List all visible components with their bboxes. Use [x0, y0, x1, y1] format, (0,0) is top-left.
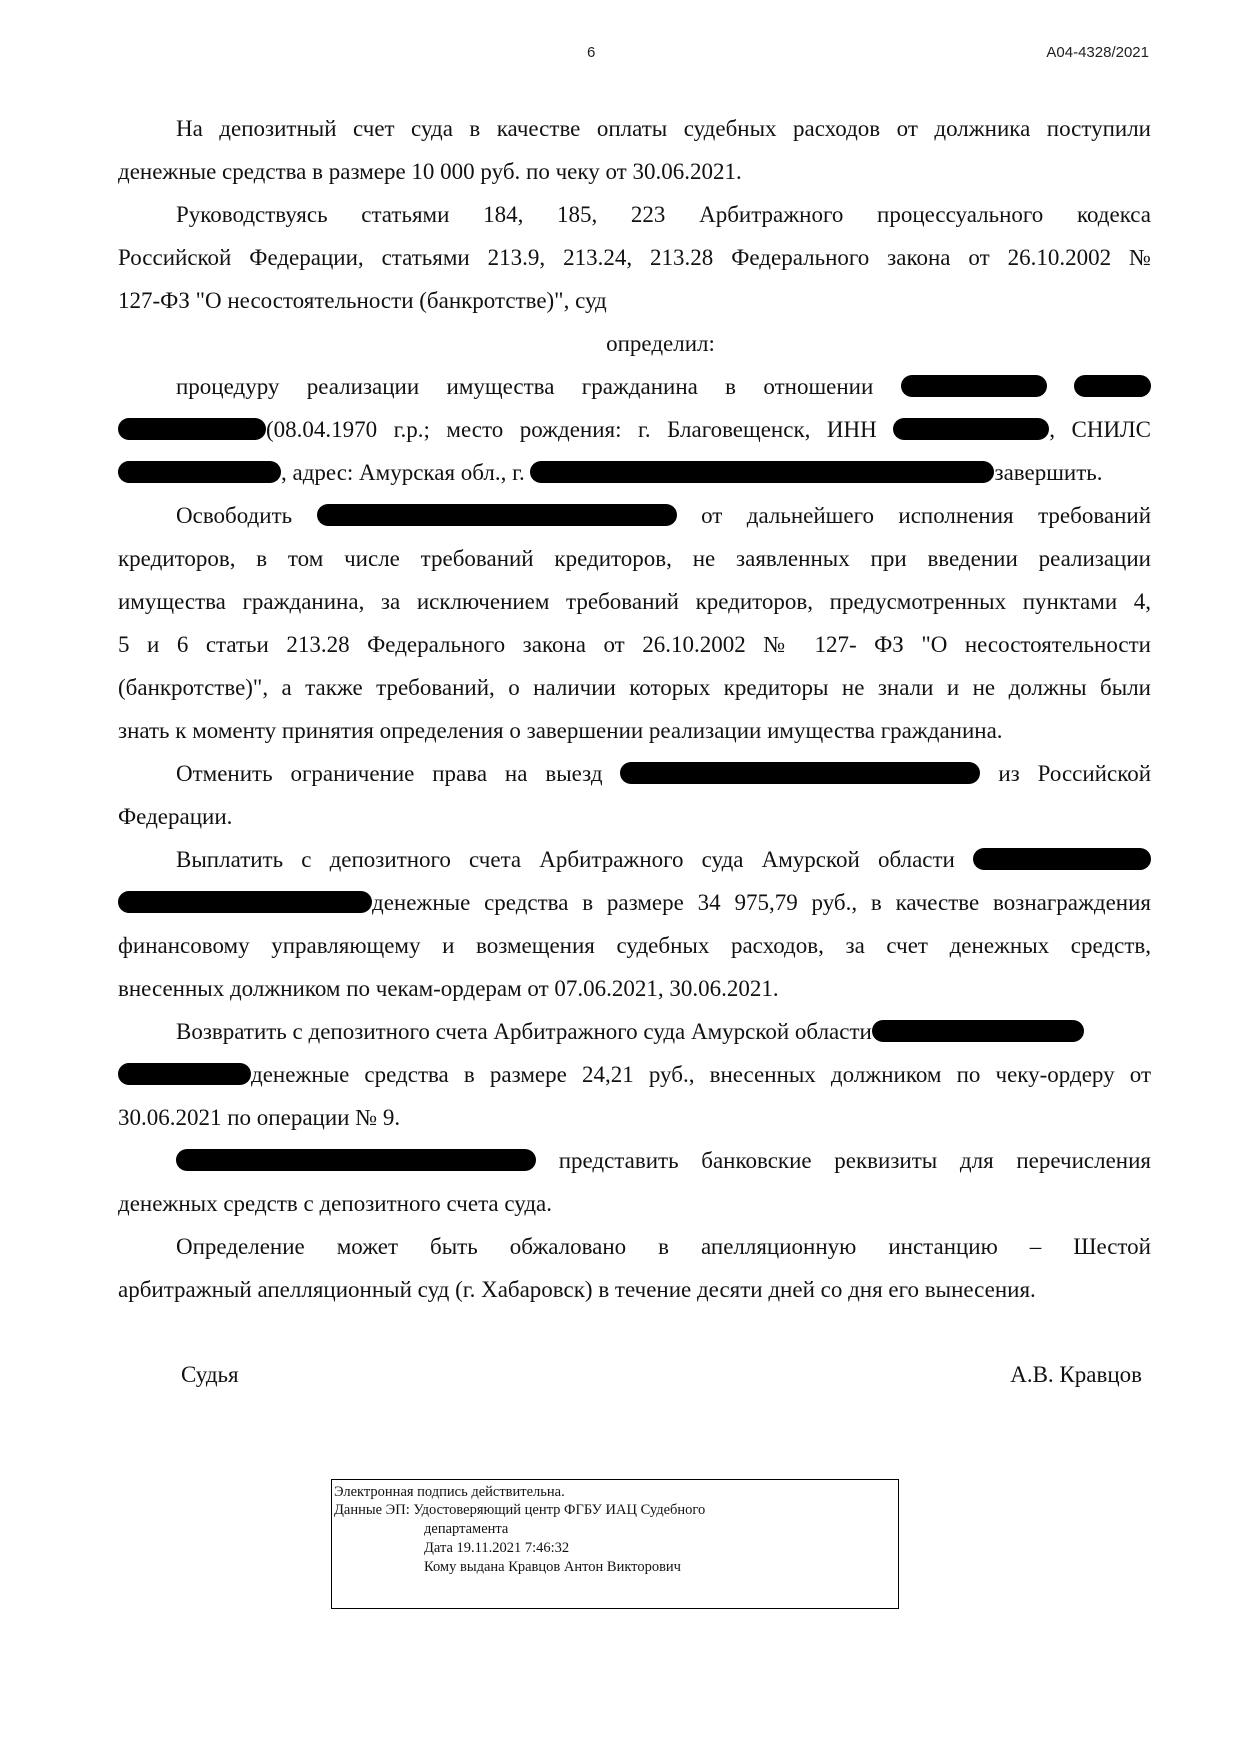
- paragraph-3-text-1: процедуру реализации имущества гражданина в отношении: [176, 374, 874, 399]
- redaction-block: [893, 418, 1049, 440]
- paragraph-4-line-2: кредиторов, в том числе требований кредиторов, не заявленных при введении реализации: [118, 546, 1151, 571]
- paragraph-7-line-1: [176, 1017, 1151, 1047]
- paragraph-2-line-2: Российской Федерации, статьями 213.9, 213.24, 213.28 Федерального закона от 26.10.2002 №: [118, 245, 1151, 270]
- paragraph-8-text-1: представить банковские реквизиты для перечисления: [558, 1148, 1151, 1173]
- redaction-block: [118, 461, 281, 483]
- redaction-block: [620, 762, 980, 784]
- paragraph-6-line-1: [176, 845, 1151, 875]
- paragraph-8-line-2: денежных средств с депозитного счета суда.: [118, 1191, 552, 1216]
- redaction-block: [973, 848, 1151, 870]
- redaction-block: [118, 418, 266, 440]
- e-signature-stamp: [331, 1479, 899, 1609]
- redaction-block: [317, 504, 677, 526]
- stamp-line-1: Электронная подпись действительна.: [334, 1484, 565, 1500]
- paragraph-6-text-1: Выплатить с депозитного счета Арбитражного суда Амурской области: [176, 847, 955, 872]
- redaction-block: [1074, 375, 1151, 397]
- paragraph-4-line-3: имущества гражданина, за исключением требований кредиторов, предусмотренных пунктами 4,: [118, 589, 1151, 614]
- paragraph-4-line-6: знать к моменту принятия определения о завершении реализации имущества гражданина.: [118, 718, 1003, 743]
- redaction-block: [118, 891, 372, 913]
- paragraph-5-line-2: Федерации.: [118, 804, 233, 829]
- paragraph-1-line-2: денежные средства в размере 10 000 руб. по чеку от 30.06.2021.: [118, 159, 742, 184]
- paragraph-7-line-3: 30.06.2021 по операции № 9.: [118, 1105, 401, 1130]
- case-number: А04-4328/2021: [1046, 44, 1149, 61]
- paragraph-4-line-4: 5 и 6 статьи 213.28 Федерального закона от 26.10.2002 № 127- ФЗ "О несостоятельности: [118, 632, 1151, 657]
- redaction-block: [176, 1149, 536, 1171]
- paragraph-5-text-1: Отменить ограничение права на выезд: [176, 761, 603, 786]
- stamp-line-5: Кому выдана Кравцов Антон Викторович: [424, 1559, 681, 1575]
- paragraph-3-line-3: [118, 458, 1151, 488]
- paragraph-4-line-1: [176, 501, 1151, 531]
- paragraph-3-text-4: , адрес: Амурская обл., г.: [281, 460, 525, 485]
- paragraph-6-line-2: [118, 888, 1151, 918]
- paragraph-7-text-2: денежные средства в размере 24,21 руб., внесенных должником по чеку-ордеру от: [251, 1062, 1151, 1087]
- paragraph-3-text-5: завершить.: [994, 460, 1103, 485]
- paragraph-4-text-1: Освободить: [176, 503, 293, 528]
- judge-name: А.В. Кравцов: [1010, 1362, 1142, 1387]
- paragraph-3-line-1: [176, 372, 1151, 402]
- stamp-line-2: Данные ЭП: Удостоверяющий центр ФГБУ ИАЦ Судебного: [334, 1502, 706, 1518]
- redaction-block: [872, 1020, 1084, 1042]
- ruling-heading: определил:: [606, 331, 715, 356]
- paragraph-1-line-1: На депозитный счет суда в качестве оплаты судебных расходов от должника поступили: [176, 116, 1151, 141]
- paragraph-6-line-3: финансовому управляющему и возмещения судебных расходов, за счет денежных средств,: [118, 933, 1151, 958]
- paragraph-4-line-5: (банкротстве)", а также требований, о наличии которых кредиторы не знали и не должны были: [118, 675, 1151, 700]
- paragraph-2-line-1: Руководствуясь статьями 184, 185, 223 Арбитражного процессуального кодекса: [176, 202, 1151, 227]
- redaction-block: [530, 461, 994, 483]
- stamp-line-3: департамента: [424, 1521, 509, 1537]
- page-number: 6: [587, 44, 596, 61]
- judge-title: Судья: [181, 1362, 239, 1387]
- paragraph-2-line-3: 127-ФЗ "О несостоятельности (банкротстве)", суд: [118, 288, 607, 313]
- paragraph-8-line-1: [176, 1146, 1151, 1176]
- paragraph-3-text-3: , СНИЛС: [1049, 417, 1151, 442]
- paragraph-7-text-1: Возвратить с депозитного счета Арбитражного суда Амурской области: [176, 1019, 872, 1044]
- redaction-block: [118, 1063, 251, 1085]
- paragraph-9-line-1: Определение может быть обжаловано в апелляционную инстанцию – Шестой: [176, 1234, 1151, 1259]
- paragraph-4-text-2: от дальнейшего исполнения требований: [701, 503, 1152, 528]
- paragraph-3-text-2: (08.04.1970 г.р.; место рождения: г. Благовещенск, ИНН: [266, 417, 877, 442]
- paragraph-6-text-2: денежные средства в размере 34 975,79 руб., в качестве вознаграждения: [372, 890, 1151, 915]
- paragraph-7-line-2: [118, 1060, 1151, 1090]
- paragraph-3-line-2: [118, 415, 1151, 445]
- stamp-line-4: Дата 19.11.2021 7:46:32: [424, 1540, 570, 1556]
- paragraph-6-line-4: внесенных должником по чекам-ордерам от 07.06.2021, 30.06.2021.: [118, 976, 779, 1001]
- paragraph-9-line-2: арбитражный апелляционный суд (г. Хабаровск) в течение десяти дней со дня его вынесения.: [118, 1277, 1036, 1302]
- redaction-block: [901, 375, 1047, 397]
- paragraph-5-text-2: из Российской: [998, 761, 1152, 786]
- paragraph-5-line-1: [176, 759, 1151, 789]
